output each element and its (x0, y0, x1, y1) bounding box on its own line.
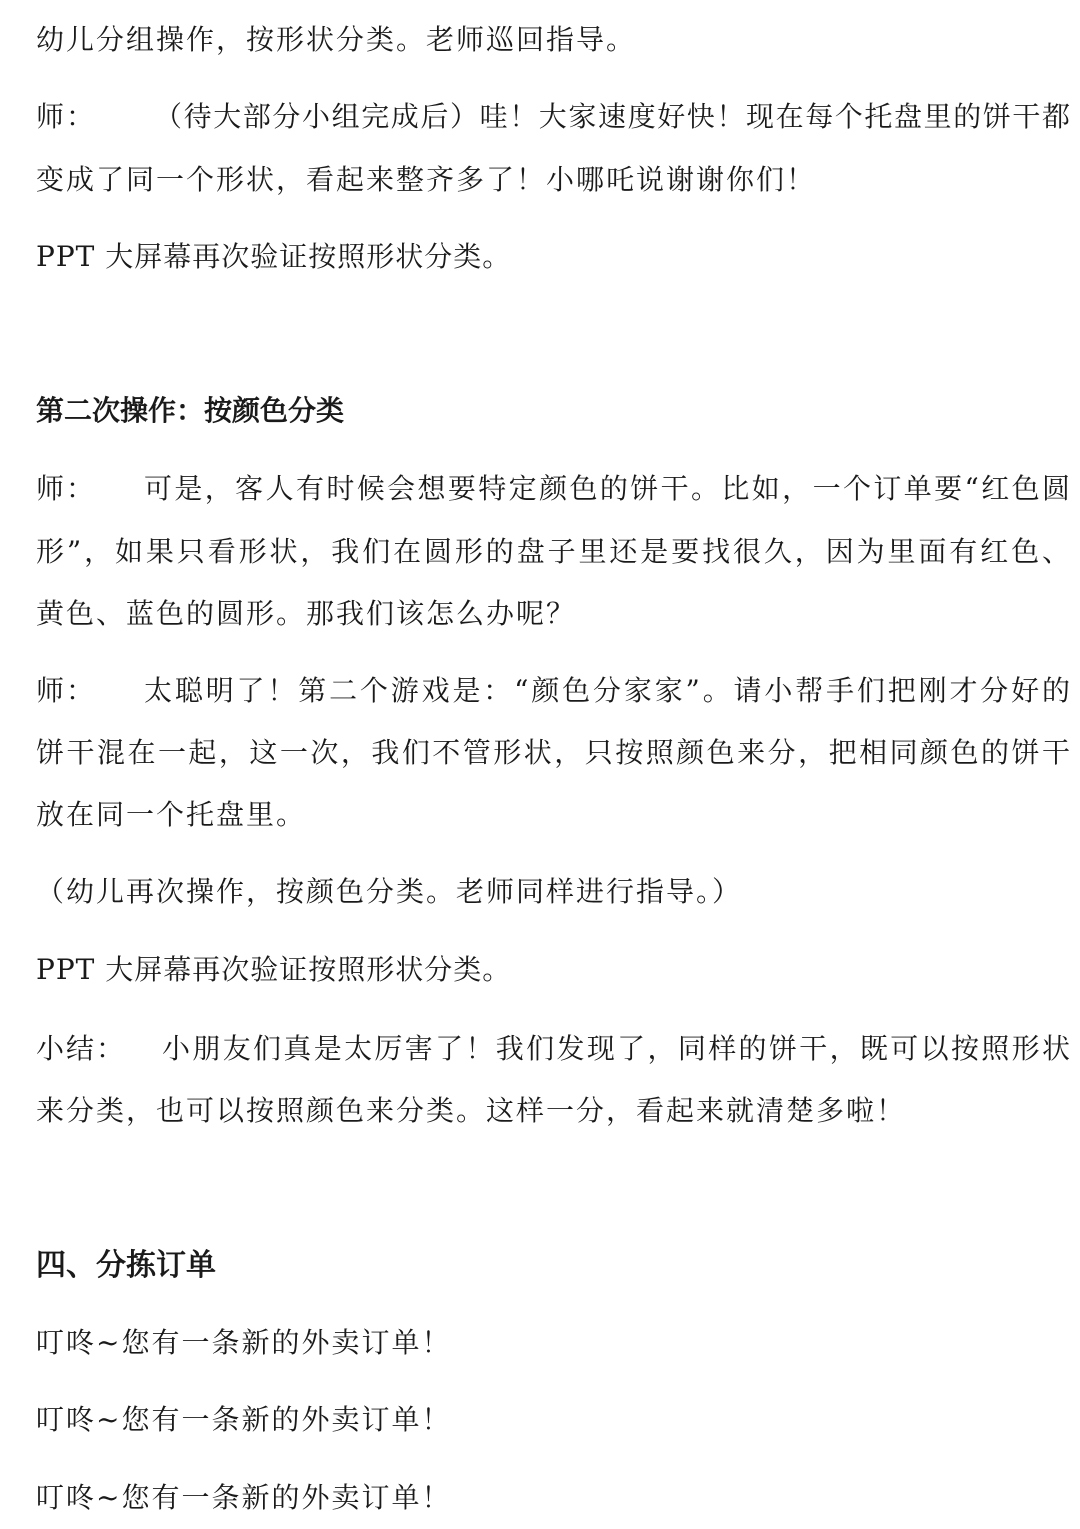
text-line: PPT 大屏幕再次验证按照形状分类。 (36, 240, 512, 273)
text-line: PPT 大屏幕再次验证按照形状分类。 (36, 953, 512, 986)
speaker-label: 师： (36, 674, 97, 707)
speaker-label: 师： (36, 472, 97, 505)
spacer (96, 671, 144, 711)
text-line: 饼干混在一起，这一次，我们不管形状，只按照颜色来分，把相同颜色的饼干 (36, 736, 1070, 769)
text-line: （幼儿再次操作，按颜色分类。老师同样进行指导。） (36, 875, 743, 908)
spacer (96, 97, 154, 137)
text-line: 幼儿分组操作，按形状分类。老师巡回指导。 (36, 23, 637, 56)
text-line: 黄色、蓝色的圆形。那我们该怎么办呢？ (36, 597, 577, 630)
speaker-label: 小结： (36, 1032, 127, 1065)
section-heading: 四、分拣订单 (36, 1248, 216, 1283)
text-line: 放在同一个托盘里。 (36, 798, 307, 831)
order-notice: 叮咚~您有一条新的外卖订单！ (36, 1326, 452, 1359)
text-content: 可是，客人有时候会想要特定颜色的饼干。比如，一个订单要“红色圆 (144, 472, 1070, 505)
speaker-label: 师： (36, 100, 97, 133)
text-line: 形”，如果只看形状，我们在圆形的盘子里还是要找很久，因为里面有红色、 (36, 535, 1070, 568)
text-line: 变成了同一个形状，看起来整齐多了！小哪吒说谢谢你们！ (36, 163, 817, 196)
text-line-with-speaker (36, 469, 1070, 509)
text-content: 太聪明了！第二个游戏是：“颜色分家家”。请小帮手们把刚才分好的 (144, 674, 1070, 707)
order-notice: 叮咚~您有一条新的外卖订单！ (36, 1481, 452, 1514)
order-notice: 叮咚~您有一条新的外卖订单！ (36, 1403, 452, 1436)
text-line-with-speaker (36, 671, 1070, 711)
text-line: 来分类，也可以按照颜色来分类。这样一分，看起来就清楚多啦！ (36, 1094, 907, 1127)
text-content: （待大部分小组完成后）哇！大家速度好快！现在每个托盘里的饼干都 (154, 100, 1070, 133)
text-line-with-speaker (36, 97, 1070, 137)
spacer (126, 1029, 162, 1069)
section-heading: 第二次操作：按颜色分类 (36, 394, 345, 427)
text-line-with-speaker (36, 1029, 1070, 1069)
spacer (96, 469, 144, 509)
text-content: 小朋友们真是太厉害了！我们发现了，同样的饼干，既可以按照形状 (162, 1032, 1070, 1065)
